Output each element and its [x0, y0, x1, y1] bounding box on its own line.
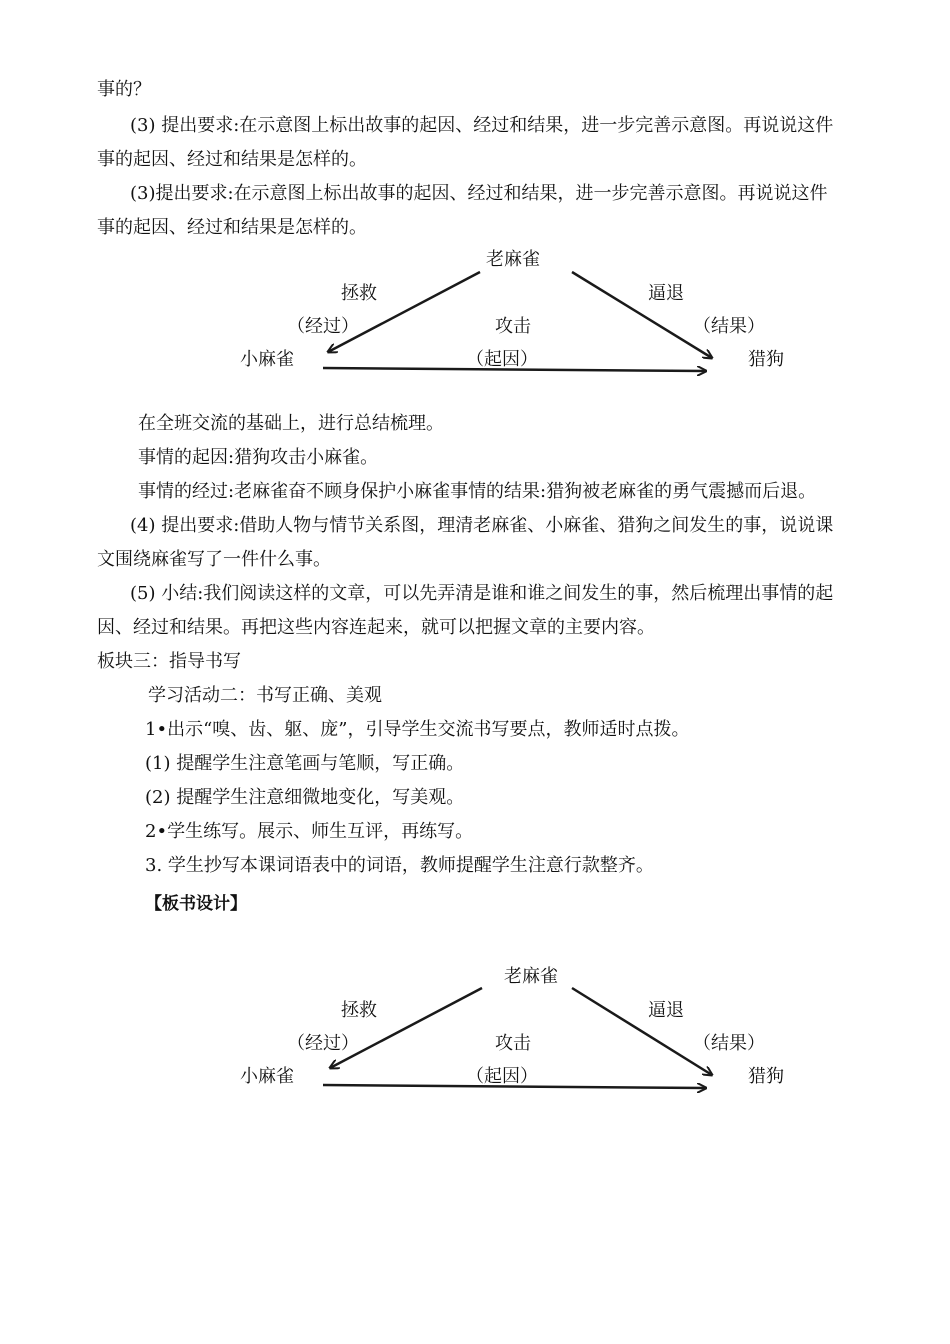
relationship-diagram [0, 240, 950, 400]
diagram-arrows [0, 958, 950, 1118]
old-sparrow-label: 老麻雀 [504, 966, 558, 987]
text-line: (3)提出要求:在示意图上标出故事的起因、经过和结果，进一步完善示意图。再说说这件 [130, 183, 828, 204]
arrow-old-to-hound [572, 988, 712, 1075]
result-label: （结果） [693, 1033, 765, 1054]
old-sparrow-label: 老麻雀 [486, 249, 540, 270]
board-design-heading: 【板书设计】 [145, 894, 247, 914]
attack-label: 攻击 [495, 316, 531, 337]
board-diagram [0, 958, 950, 1118]
text-line: 因、经过和结果。再把这些内容连起来，就可以把握文章的主要内容。 [97, 617, 655, 638]
rescue-label: 拯救 [341, 283, 377, 304]
text-line: 文围绕麻雀写了一件什么事。 [97, 549, 331, 570]
cause-label: （起因） [466, 1066, 538, 1087]
text-line: 事情的经过:老麻雀奋不顾身保护小麻雀事情的结果:猎狗被老麻雀的勇气震撼而后退。 [138, 481, 817, 502]
process-label: （经过） [287, 316, 359, 337]
arrow-old-to-hound [572, 272, 712, 358]
text-line: 学习活动二：书写正确、美观 [148, 685, 382, 706]
text-line: 在全班交流的基础上，进行总结梳理。 [138, 413, 444, 434]
rescue-label: 拯救 [341, 1000, 377, 1021]
text-line: (2) 提醒学生注意细微地变化，写美观。 [145, 787, 465, 808]
process-label: （经过） [287, 1033, 359, 1054]
retreat-label: 逼退 [648, 1000, 684, 1021]
text-line: 事的起因、经过和结果是怎样的。 [97, 149, 367, 170]
attack-label: 攻击 [495, 1033, 531, 1054]
text-line: (5) 小结:我们阅读这样的文章，可以先弄清是谁和谁之间发生的事，然后梳理出事情的起 [130, 583, 834, 604]
section-heading: 板块三：指导书写 [97, 651, 241, 672]
hound-label: 猎狗 [748, 349, 784, 370]
hound-label: 猎狗 [748, 1066, 784, 1087]
young-sparrow-label: 小麻雀 [240, 349, 294, 370]
text-line: 事情的起因:猎狗攻击小麻雀。 [138, 447, 379, 468]
text-line: 3. 学生抄写本课词语表中的词语，教师提醒学生注意行款整齐。 [145, 855, 654, 876]
text-line: 事的？ [97, 79, 151, 100]
diagram-arrows [0, 240, 950, 400]
cause-label: （起因） [466, 349, 538, 370]
result-label: （结果） [693, 316, 765, 337]
retreat-label: 逼退 [648, 283, 684, 304]
text-line: 事的起因、经过和结果是怎样的。 [97, 217, 367, 238]
young-sparrow-label: 小麻雀 [240, 1066, 294, 1087]
text-line: (3) 提出要求:在示意图上标出故事的起因、经过和结果，进一步完善示意图。再说说这件 [130, 115, 834, 136]
text-line: (1) 提醒学生注意笔画与笔顺，写正确。 [145, 753, 465, 774]
text-line: 1•出示“嗅、齿、躯、庞”，引导学生交流书写要点，教师适时点拨。 [145, 719, 690, 740]
text-line: (4) 提出要求:借助人物与情节关系图，理清老麻雀、小麻雀、猎狗之间发生的事，说说课 [130, 515, 834, 536]
text-line: 2•学生练写。展示、师生互评，再练写。 [145, 821, 474, 842]
